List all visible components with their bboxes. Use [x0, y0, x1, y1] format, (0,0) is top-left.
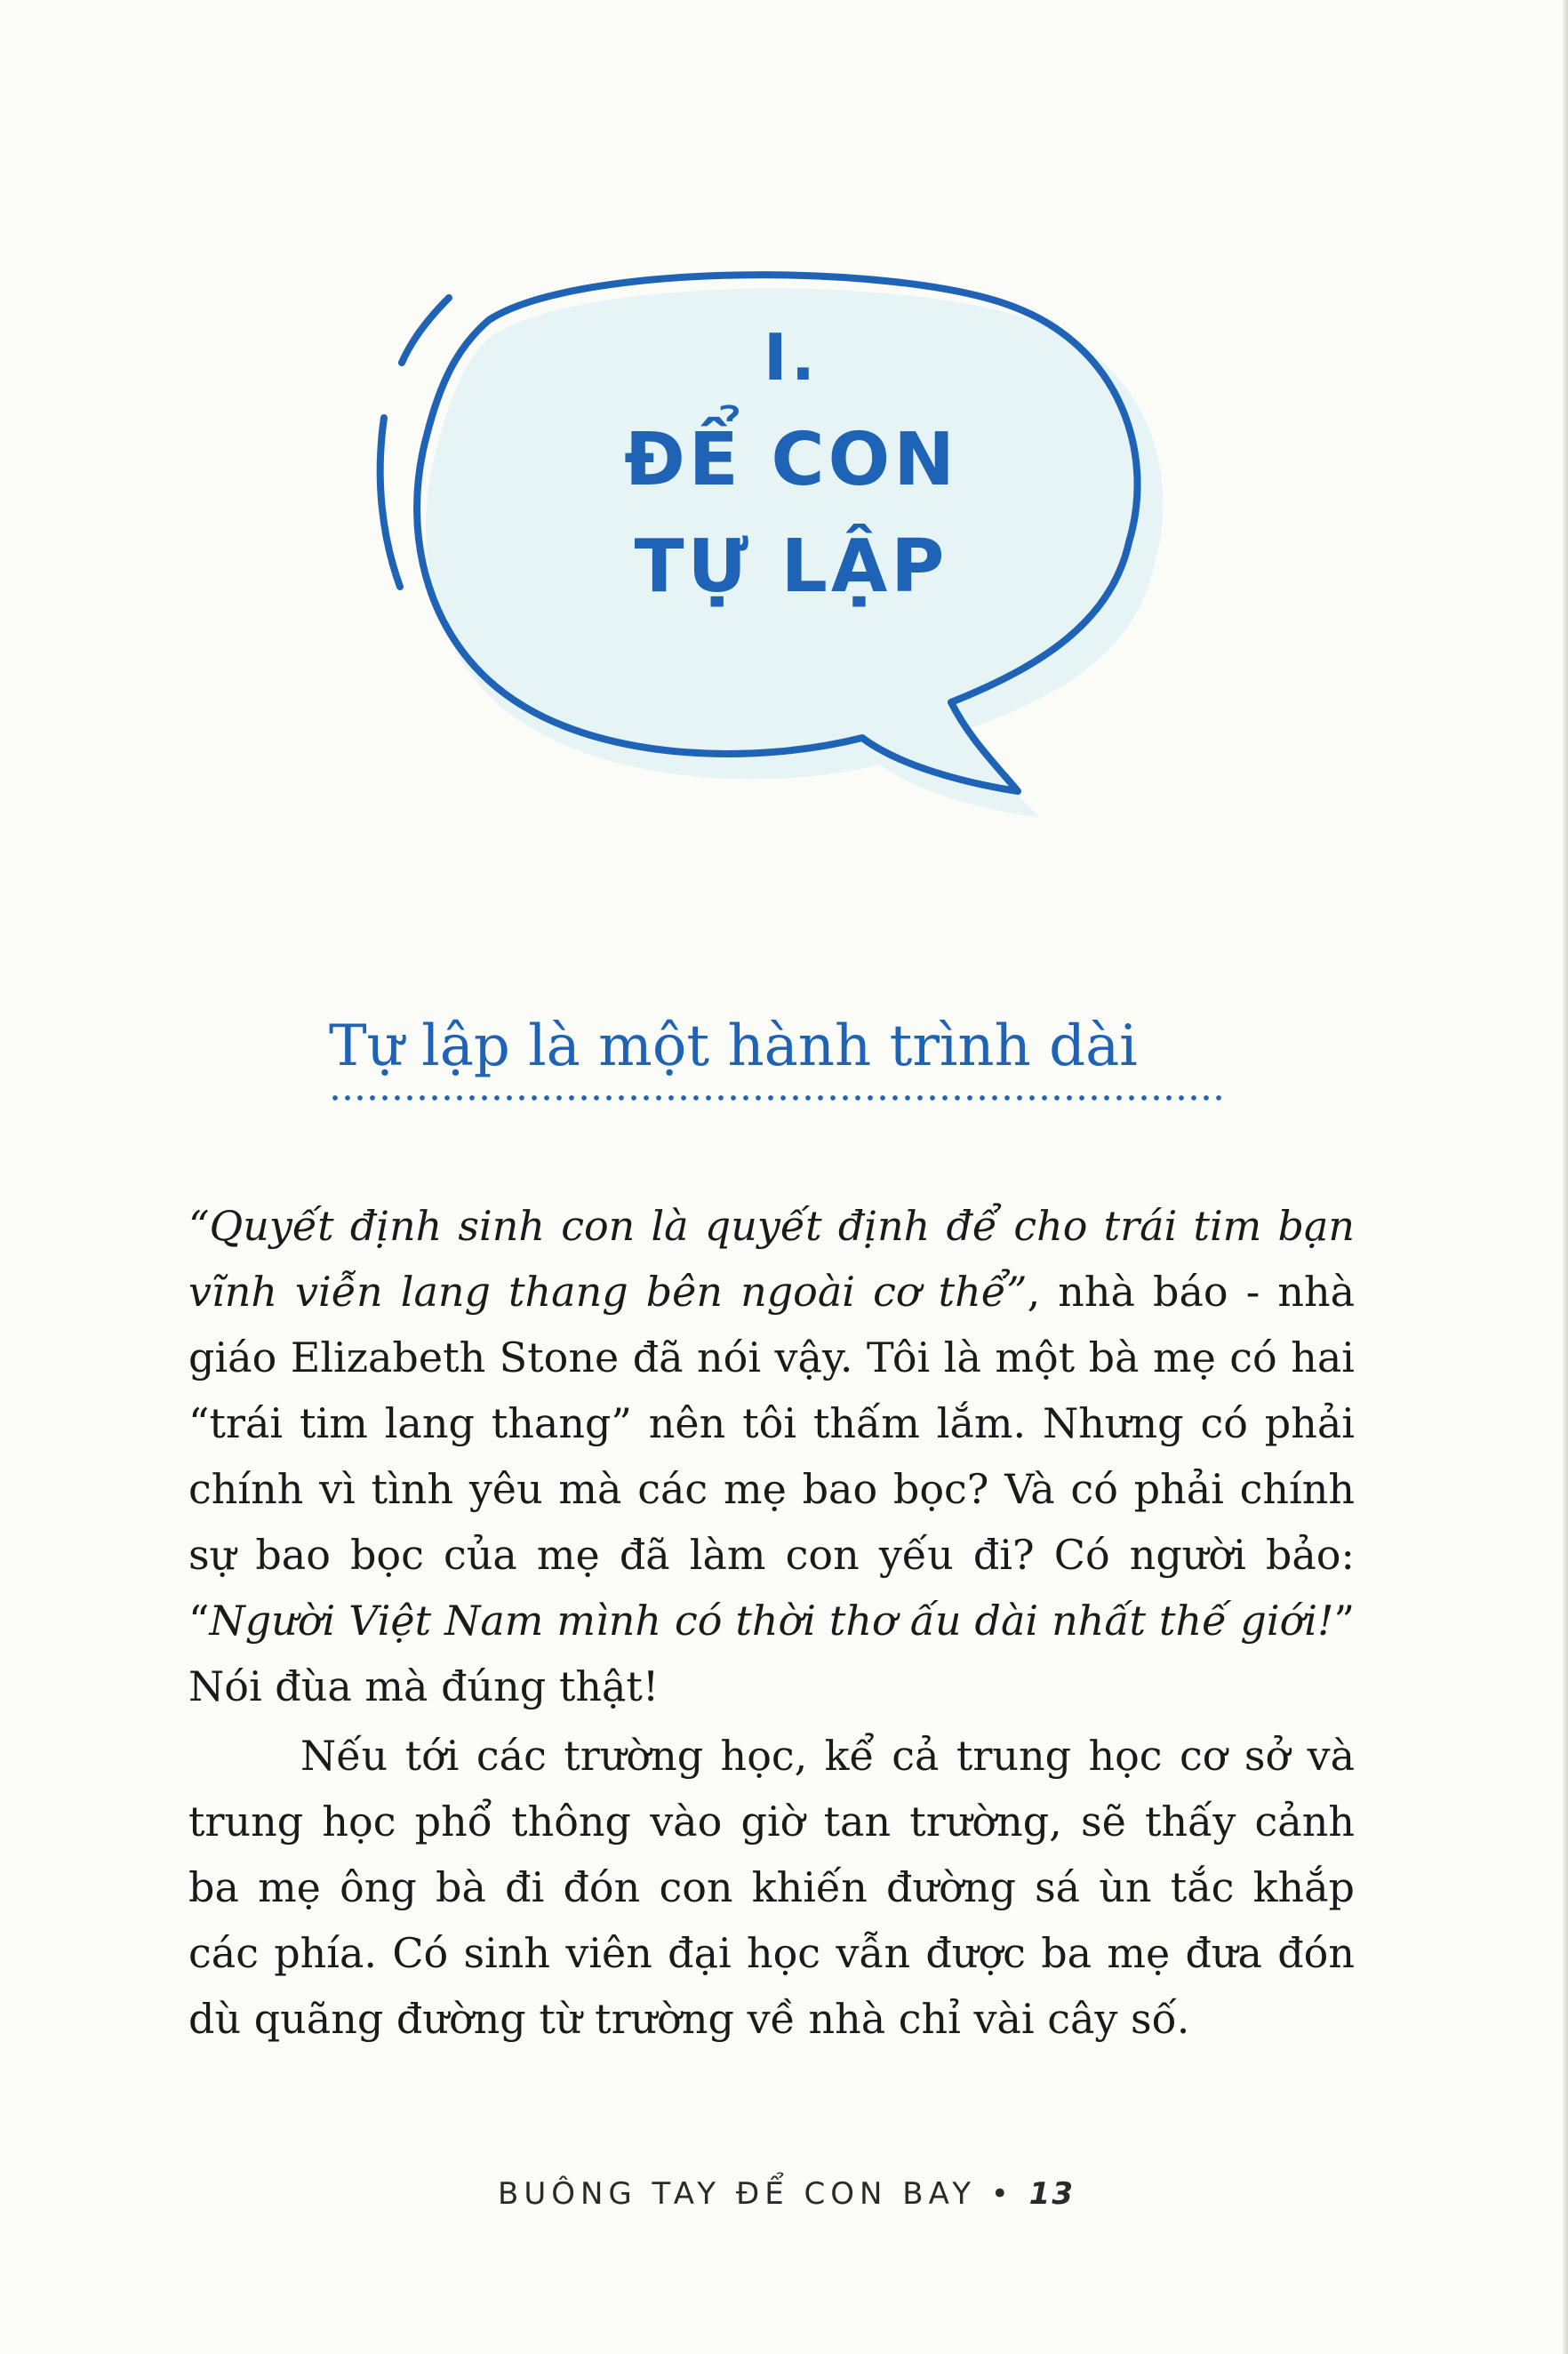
quote-saying: Người Việt Nam mình có thời thơ ấu dài nhất thế giới!: [209, 1597, 1334, 1645]
body-text: [188, 1193, 1355, 2052]
heading-dotted-underline: [329, 1095, 1227, 1101]
section-heading: Tự lập là một hành trình dài: [329, 1013, 1138, 1079]
paragraph-1-text-b: ” Nói đùa mà đúng thật!: [188, 1597, 1355, 1710]
running-title: BUÔNG TAY ĐỂ CON BAY: [498, 2176, 976, 2212]
paragraph-1-text-a: , nhà báo - nhà giáo Elizabeth Stone đã nói vậy. Tôi là một bà mẹ có hai “trái tim lang thang” nên tôi thấm lắm. Nhưng có phải chính vì tình yêu mà các mẹ bao bọc? Và có phải chính sự bao bọc của mẹ đã làm con yếu đi? Có người bảo: “: [188, 1268, 1355, 1645]
quote-stone: “Quyết định sinh con là quyết định để cho trái tim bạn vĩnh viễn lang thang bên ngoài cơ thể”: [188, 1202, 1355, 1316]
paragraph-1: [188, 1193, 1355, 1719]
page-number: 13: [1028, 2176, 1075, 2212]
chapter-speech-bubble: [356, 267, 1209, 853]
chapter-number: I.: [763, 320, 820, 395]
footer-separator: •: [990, 2176, 1014, 2212]
chapter-title-line2: TỰ LẬP: [634, 524, 948, 609]
chapter-title-line1: ĐỂ CON: [624, 418, 958, 502]
paragraph-2: Nếu tới các trường học, kể cả trung học cơ sở và trung học phổ thông vào giờ tan trường, sẽ thấy cảnh ba mẹ ông bà đi đón con khiến đường sá ùn tắc khắp các phía. Có sinh viên đại học vẫn được ba mẹ đưa đón dù quãng đường từ trường về nhà chỉ vài cây số.: [188, 1732, 1355, 2043]
page-edge: [1563, 0, 1568, 2354]
page-footer: [498, 2176, 1075, 2212]
